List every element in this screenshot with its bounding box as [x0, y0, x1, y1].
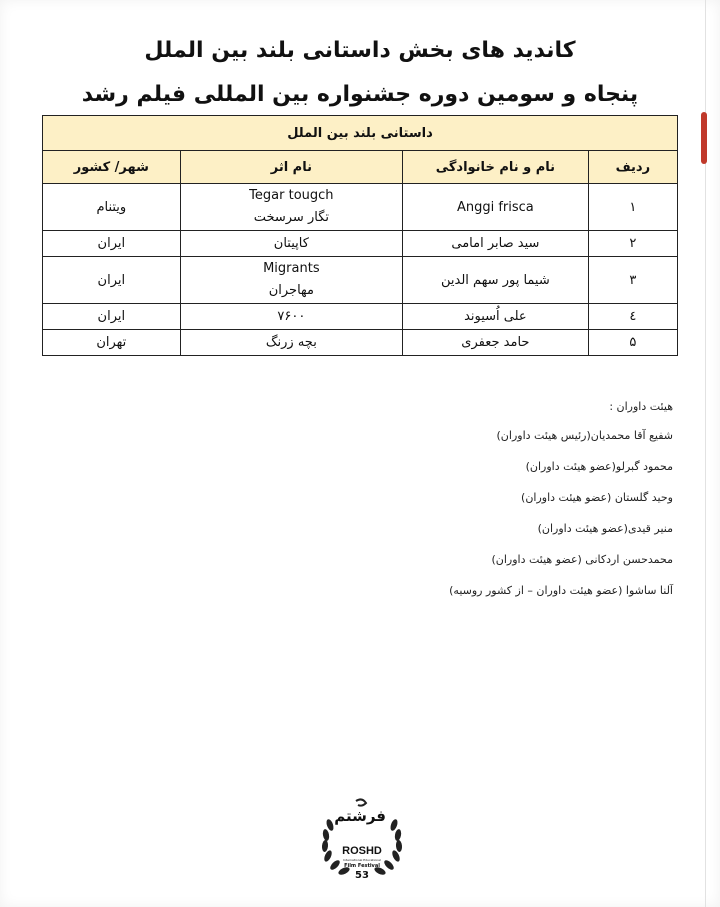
work-title-persian: تگار سرسخت — [253, 210, 329, 225]
work-title-original: Migrants — [263, 261, 320, 276]
cell-work: ۷۶۰۰ — [180, 304, 402, 330]
cell-city: تهران — [43, 330, 181, 356]
logo-subtitle-2: Film Festival — [344, 863, 380, 869]
page-subtitle: پنجاه و سومین دوره جشنواره بین المللی فیلم رشد — [81, 82, 639, 107]
cell-name: علی اُسیوند — [403, 304, 589, 330]
cell-city: ایران — [43, 231, 181, 257]
jury-heading: هیئت داوران : — [609, 400, 673, 413]
cell-row-number: ٤ — [588, 304, 677, 330]
roshd-festival-logo — [316, 795, 408, 885]
jury-member: محمود گبرلو(عضو هیئت داوران) — [525, 460, 673, 473]
work-title-persian: مهاجران — [268, 283, 314, 298]
cell-work — [180, 257, 402, 304]
cell-work: بچه زرنگ — [180, 330, 402, 356]
jury-member: شفیع آقا محمدیان(رئیس هیئت داوران) — [496, 429, 673, 442]
cell-city: ایران — [43, 257, 181, 304]
cell-city: ویتنام — [43, 184, 181, 231]
cell-name: حامد جعفری — [403, 330, 589, 356]
cell-row-number: ۲ — [588, 231, 677, 257]
table-section-title: داستانی بلند بین الملل — [43, 116, 678, 151]
work-title-original: Tegar tougch — [249, 188, 334, 203]
page-number: 53 — [355, 870, 369, 881]
logo-brand: ROSHD — [342, 845, 382, 857]
logo-persian-text: فرشتم — [334, 807, 386, 825]
table-header-row — [43, 151, 678, 184]
jury-member: محمدحسن اردکانی (عضو هیئت داوران) — [491, 553, 673, 566]
cell-name: شیما پور سهم الدین — [403, 257, 589, 304]
jury-member: منیر قیدی(عضو هیئت داوران) — [537, 522, 673, 535]
cell-name: Anggi frisca — [403, 184, 589, 231]
cell-row-number: ۱ — [588, 184, 677, 231]
table-row — [43, 330, 678, 356]
header-name: نام و نام خانوادگی — [403, 151, 589, 184]
table-section-row — [43, 116, 678, 151]
jury-member: وحید گلستان (عضو هیئت داوران) — [521, 491, 673, 504]
table-row — [43, 257, 678, 304]
jury-member: آلنا ساشوا (عضو هیئت داوران – از کشور روسیه) — [449, 584, 673, 597]
scrollbar-thumb[interactable] — [701, 112, 707, 164]
header-row-number: ردیف — [588, 151, 677, 184]
cell-name: سید صابر امامی — [403, 231, 589, 257]
jury-section — [449, 400, 673, 615]
cell-row-number: ۵ — [588, 330, 677, 356]
table-row — [43, 304, 678, 330]
cell-city: ایران — [43, 304, 181, 330]
header-work: نام اثر — [180, 151, 402, 184]
logo-subtitle-1: International Educational — [343, 858, 381, 862]
cell-work — [180, 184, 402, 231]
cell-row-number: ۳ — [588, 257, 677, 304]
candidates-table — [42, 115, 678, 356]
table-row — [43, 184, 678, 231]
header-city: شهر/ کشور — [43, 151, 181, 184]
table-row — [43, 231, 678, 257]
page-title: کاندید های بخش داستانی بلند بین الملل — [144, 38, 576, 63]
cell-work: کاپیتان — [180, 231, 402, 257]
